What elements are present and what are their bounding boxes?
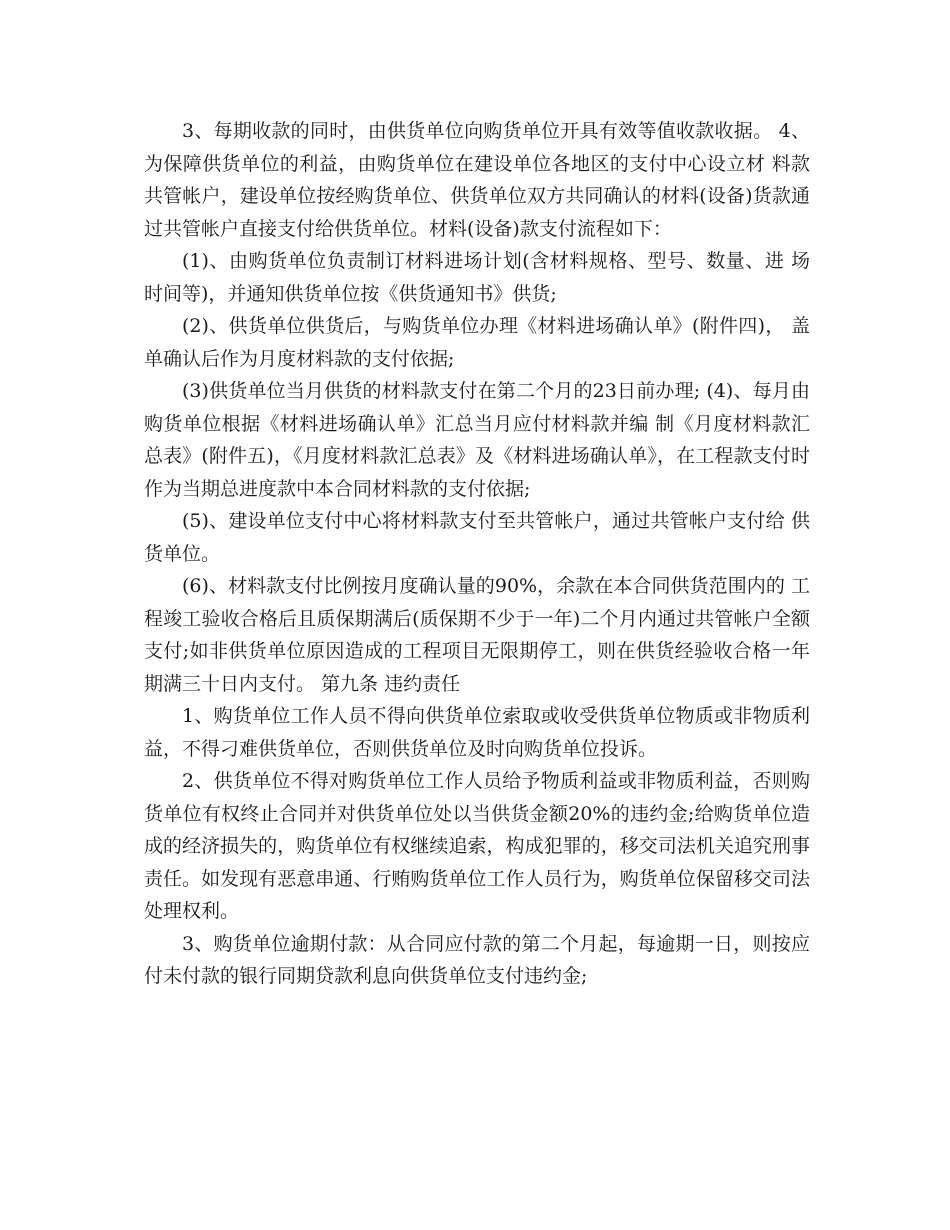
paragraph-payment-receipt: 3、每期收款的同时，由供货单位向购货单位开具有效等值收款收据。 4、为保障供货单位的利益，由购货单位在建设单位各地区的支付中心设立材 料款共管帐户，建设单位按经购货单位、供货单位双方共同确认的材料(设备)货款通过共管帐户直接支付给供货单位。材料(设备)款支付流程如下： xyxy=(144,120,810,240)
document-body xyxy=(144,115,810,993)
paragraph-liability-1: 1、购货单位工作人员不得向供货单位索取或收受供货单位物质或非物质利益，不得刁难供货单位，否则供货单位及时向购货单位投诉。 xyxy=(144,705,810,760)
paragraph-step-3-4: (3)供货单位当月供货的材料款支付在第二个月的23日前办理; (4)、每月由购货单位根据《材料进场确认单》汇总当月应付材料款并编 制《月度材料款汇总表》(附件五)，《月度材料款汇总表》及《材料进场确认单》，在工程款支付时作为当期总进度款中本合同材料款的支付依据; xyxy=(144,380,810,500)
paragraph-liability-3: 3、购货单位逾期付款：从合同应付款的第二个月起，每逾期一日，则按应付未付款的银行同期贷款利息向供货单位支付违约金; xyxy=(144,932,810,987)
paragraph-step-6-article-9: (6)、材料款支付比例按月度确认量的90%，余款在本合同供货范围内的 工程竣工验收合格后且质保期满后(质保期不少于一年)二个月内通过共管帐户全额支付;如非供货单位原因造成的工程项目无限期停工，则在供货经验收合格一年期满三十日内支付。 第九条 违约责任 xyxy=(144,575,810,695)
paragraph-step-5: (5)、建设单位支付中心将材料款支付至共管帐户，通过共管帐户支付给 供货单位。 xyxy=(144,510,810,565)
paragraph-step-1: (1)、由购货单位负责制订材料进场计划(含材料规格、型号、数量、进 场时间等)，并通知供货单位按《供货通知书》供货; xyxy=(144,250,810,305)
paragraph-step-2: (2)、供货单位供货后，与购货单位办理《材料进场确认单》(附件四)， 盖单确认后作为月度材料款的支付依据; xyxy=(144,315,810,370)
paragraph-liability-2: 2、供货单位不得对购货单位工作人员给予物质利益或非物质利益，否则购货单位有权终止合同并对供货单位处以当供货金额20%的违约金;给购货单位造成的经济损失的，购货单位有权继续追索，构成犯罪的，移交司法机关追究刑事责任。如发现有恶意串通、行贿购货单位工作人员行为，购货单位保留移交司法处理权利。 xyxy=(144,770,810,922)
